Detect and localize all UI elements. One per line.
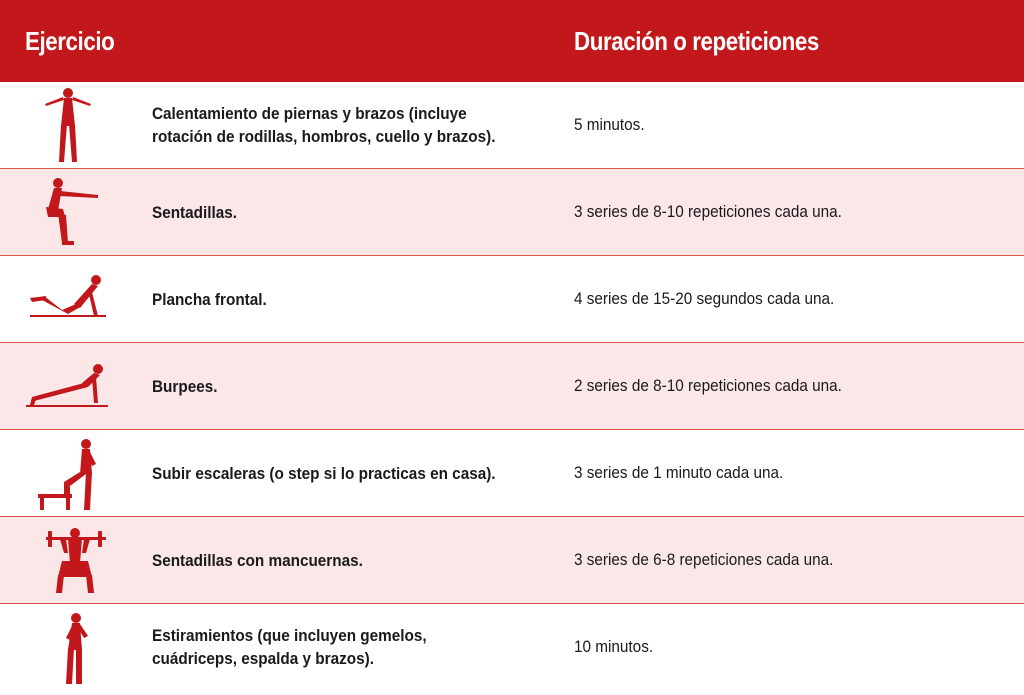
warmup-figure-icon [18,86,113,164]
table-row [0,517,1024,604]
exercise-duration: 5 minutos. [574,115,645,134]
plank-figure-icon [18,260,113,338]
exercise-name: Estiramientos (que incluyen gemelos, cuádriceps, espalda y brazos). [152,626,427,668]
exercise-duration: 3 series de 8-10 repeticiones cada una. [574,202,842,221]
exercise-name: Calentamiento de piernas y brazos (incluye rotación de rodillas, hombros, cuello y brazos). [152,104,496,146]
step-up-figure-icon [18,434,113,512]
exercise-name: Burpees. [152,376,218,396]
exercise-name: Subir escaleras (o step si lo practicas en casa). [152,463,496,483]
exercise-name: Sentadillas con mancuernas. [152,550,363,570]
exercise-duration: 4 series de 15-20 segundos cada una. [574,289,835,308]
table-row [0,82,1024,169]
table-header [0,0,1024,82]
exercise-name: Sentadillas. [152,202,238,222]
table-row [0,256,1024,343]
exercise-name: Plancha frontal. [152,289,267,309]
table-row [0,430,1024,517]
exercise-duration: 3 series de 1 minuto cada una. [574,463,784,482]
barbell-squat-figure-icon [18,521,113,599]
exercise-duration: 2 series de 8-10 repeticiones cada una. [574,376,842,395]
header-exercise: Ejercicio [25,26,115,56]
squat-figure-icon [18,173,113,251]
exercise-duration: 3 series de 6-8 repeticiones cada una. [574,550,834,569]
burpee-figure-icon [18,347,113,425]
table-row [0,169,1024,256]
table-row [0,604,1024,691]
header-duration: Duración o repeticiones [574,26,819,56]
stretching-figure-icon [18,608,113,686]
exercise-duration: 10 minutos. [574,637,654,656]
table-row [0,343,1024,430]
